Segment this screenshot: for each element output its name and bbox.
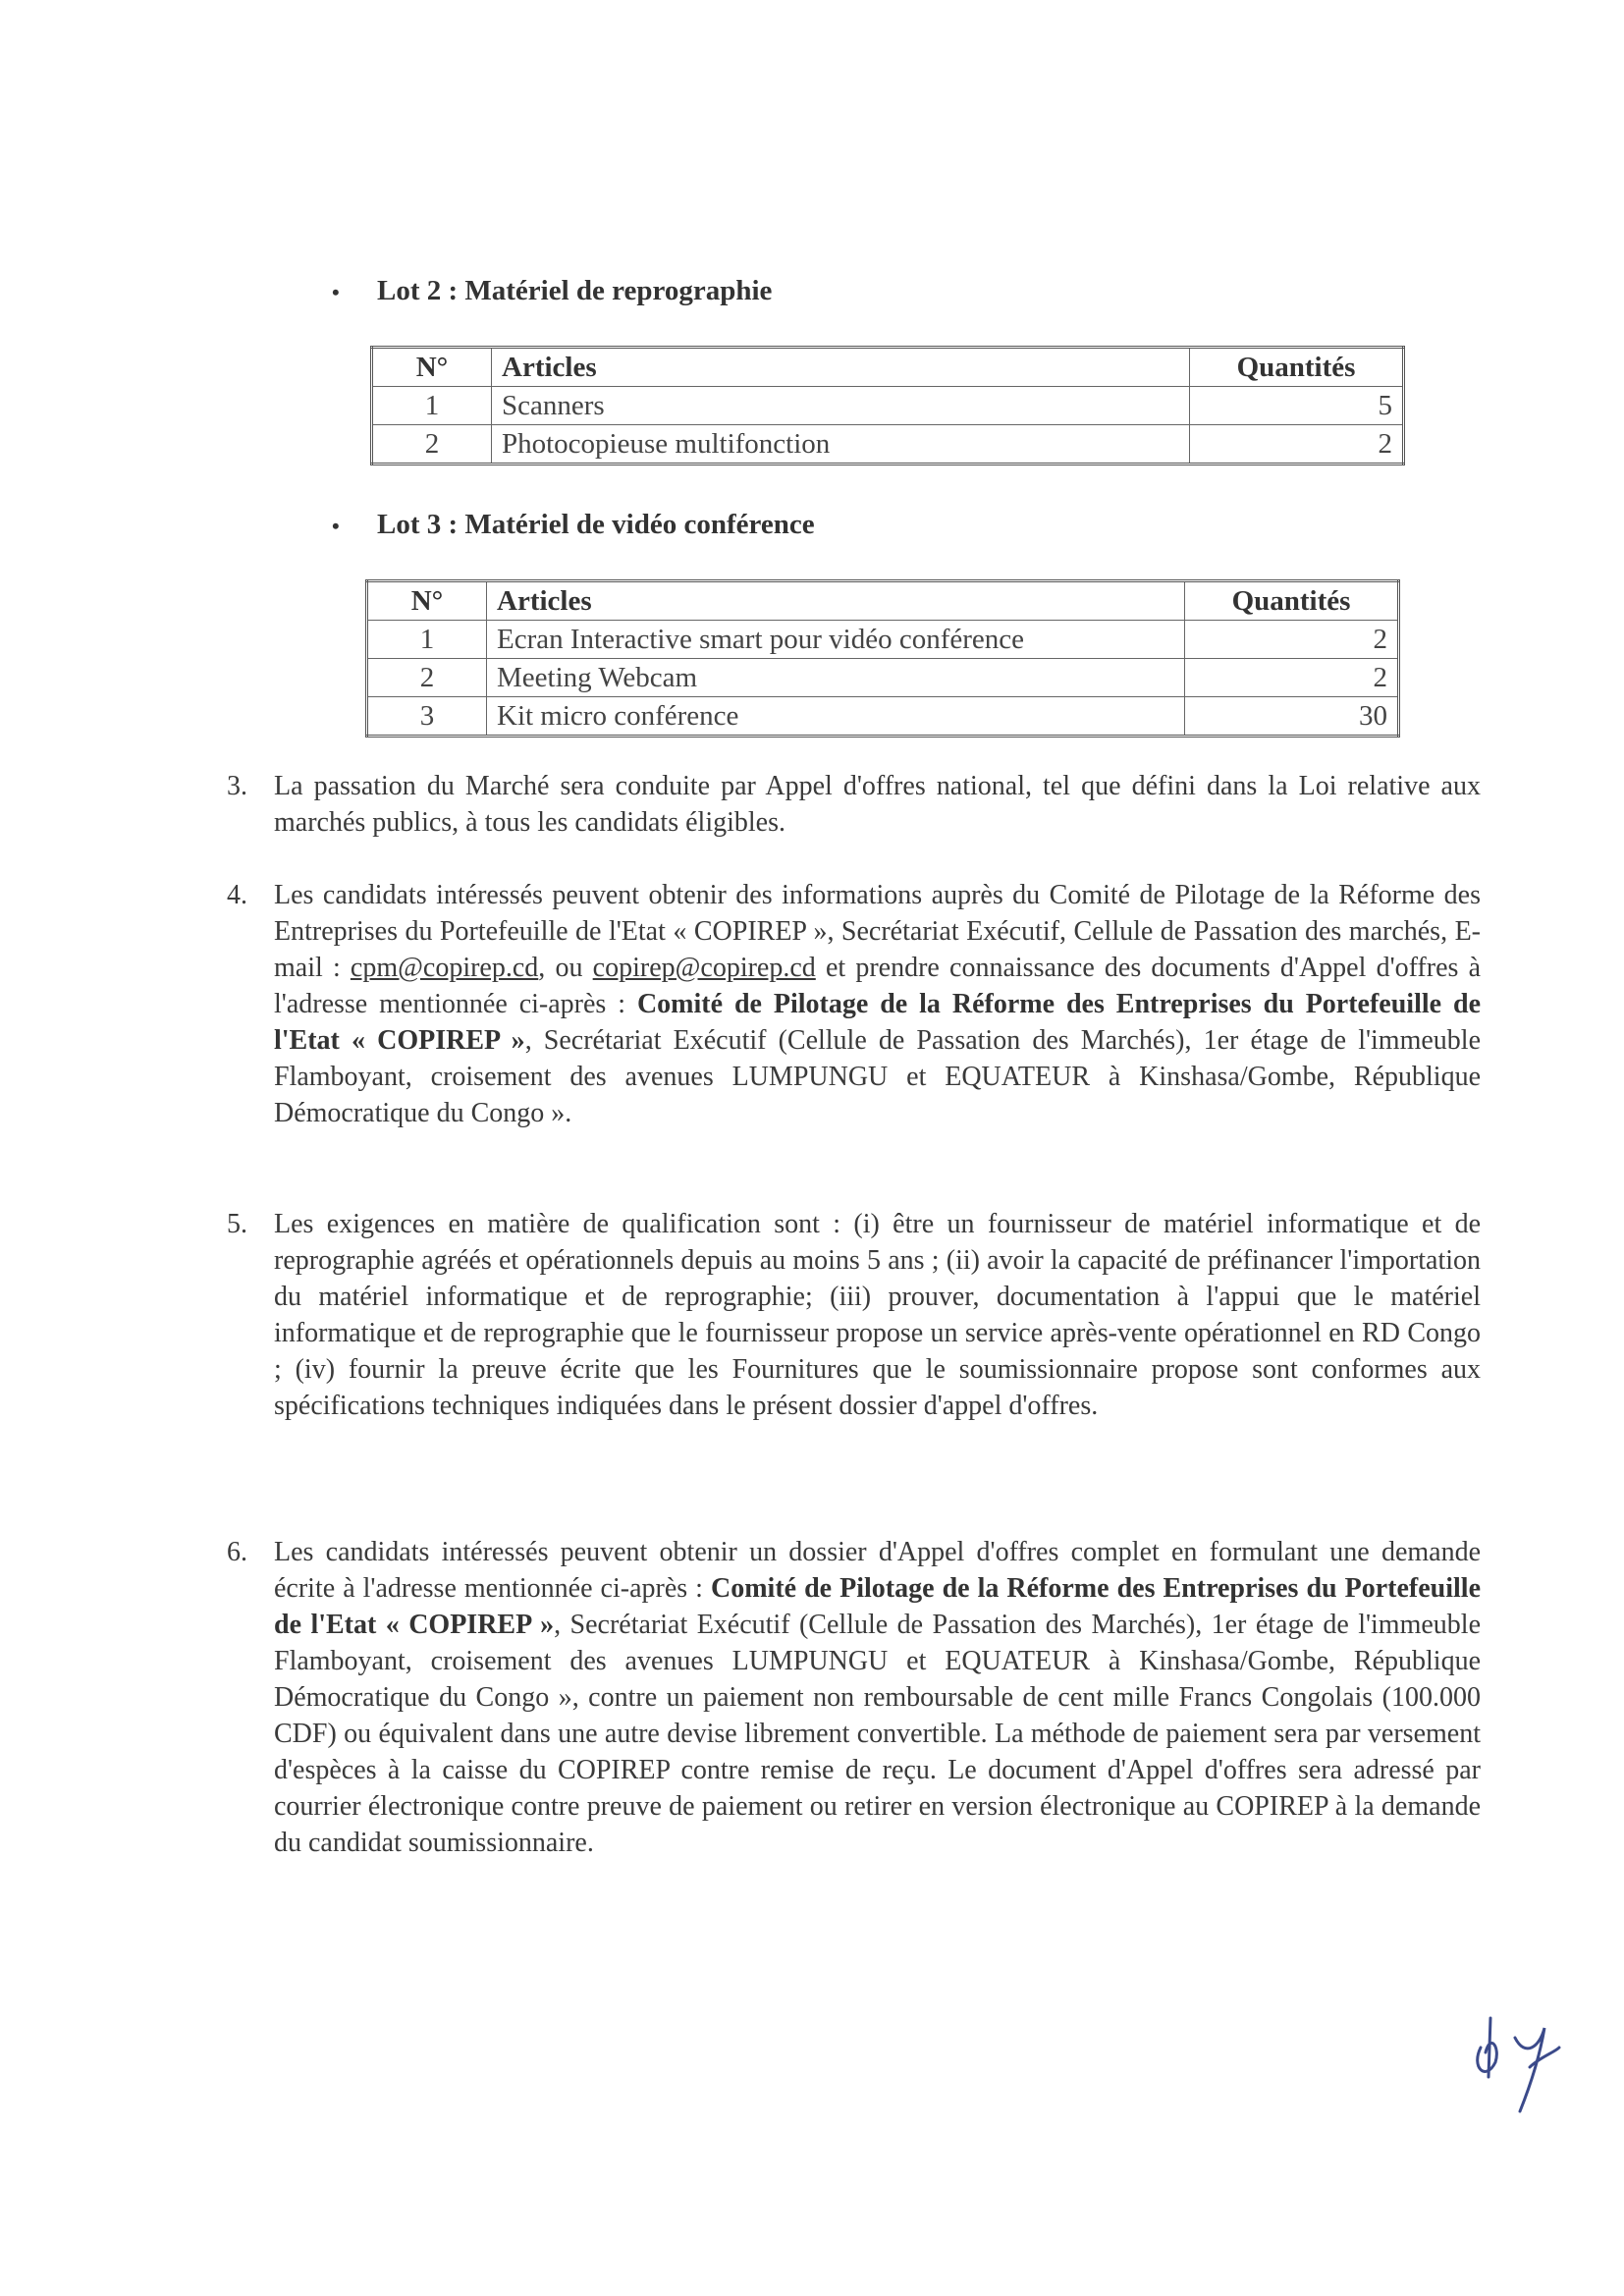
lot2-title: Lot 2 : Matériel de reprographie [377, 275, 773, 306]
table-header [372, 348, 1404, 387]
cell-no: 2 [367, 659, 487, 697]
col-articles: Articles [492, 348, 1190, 387]
table-row [367, 621, 1399, 659]
cell-qty: 2 [1185, 621, 1399, 659]
col-quantites: Quantités [1185, 581, 1399, 621]
bullet-icon: • [332, 280, 340, 305]
cell-no: 2 [372, 425, 492, 465]
lot2-heading [332, 275, 772, 307]
lot3-title: Lot 3 : Matériel de vidéo conférence [377, 509, 815, 540]
col-no: N° [367, 581, 487, 621]
table-header [367, 581, 1399, 621]
cell-article: Meeting Webcam [487, 659, 1185, 697]
paragraph-text: La passation du Marché sera conduite par Appel d'offres national, tel que défini dans la Loi relative aux marchés publics, à tous les candidats éligibles. [274, 771, 1481, 838]
paragraph-number: 5. [227, 1209, 247, 1239]
paragraph-number: 6. [227, 1537, 247, 1567]
paragraph-number: 4. [227, 880, 247, 910]
paragraph-text: Les exigences en matière de qualification sont : (i) être un fournisseur de matériel informatique et de reprographie agréés et opérationnels depuis au moins 5 ans ; (ii) avoir la capacité de préfinancer l'importation du matériel informatique et de reprographie; (iii) prouver, documentation à l'appui que le matériel informatique et de reprographie que le fournisseur propose un service après-vente opérationnel en RD Congo ; (iv) fournir la preuve écrite que les Fournitures que le soumissionnaire propose sont conformes aux spécifications techniques indiquées dans le présent dossier d'appel d'offres. [274, 1209, 1481, 1421]
address-bold: Comité de Pilotage de la Réforme des Entreprises du Portefeuille de l'Etat « COPIREP » [274, 989, 1481, 1056]
cell-article: Scanners [492, 387, 1190, 425]
paragraph-text [274, 1534, 1481, 1861]
paragraph-6 [227, 1534, 1481, 1861]
paragraph-3 [227, 768, 1481, 841]
cell-article: Ecran Interactive smart pour vidéo conférence [487, 621, 1185, 659]
table-row [367, 659, 1399, 697]
handwritten-initials-signature [1461, 2008, 1569, 2131]
cell-qty: 5 [1190, 387, 1404, 425]
email-link-cpm[interactable]: cpm@copirep.cd [350, 953, 539, 983]
cell-qty: 30 [1185, 697, 1399, 737]
text-span: , Secrétariat Exécutif (Cellule de Passation des Marchés), 1er étage de l'immeuble Flamboyant, croisement des avenues LUMPUNGU et EQUATEUR à Kinshasa/Gombe, République Démocratique du Congo ». [274, 1025, 1481, 1128]
col-articles: Articles [487, 581, 1185, 621]
lot3-table [365, 579, 1400, 738]
email-link-copirep[interactable]: copirep@copirep.cd [592, 953, 816, 983]
text-span: Les candidats intéressés peuvent obtenir un dossier d'Appel d'offres complet en formulant une demande écrite à l'adresse mentionnée ci-après : [274, 1537, 1481, 1604]
bullet-icon: • [332, 514, 340, 539]
lot2-table [370, 346, 1405, 465]
address-bold: Comité de Pilotage de la Réforme des Entreprises du Portefeuille de l'Etat « COPIREP » [274, 1573, 1482, 1640]
table-row [372, 425, 1404, 465]
cell-no: 1 [372, 387, 492, 425]
lot3-heading [332, 509, 815, 541]
text-span: Les candidats intéressés peuvent obtenir des informations auprès du Comité de Pilotage de la Réforme des Entreprises du Portefeuille de l'Etat « COPIREP », Secrétariat Exécutif, Cellule de Passation des marchés, E-mail : [274, 880, 1481, 983]
table-row [372, 387, 1404, 425]
cell-article: Kit micro conférence [487, 697, 1185, 737]
col-quantites: Quantités [1190, 348, 1404, 387]
cell-no: 1 [367, 621, 487, 659]
cell-qty: 2 [1190, 425, 1404, 465]
cell-no: 3 [367, 697, 487, 737]
paragraph-5 [227, 1206, 1481, 1424]
text-span: et prendre connaissance des documents d'Appel d'offres à l'adresse mentionnée ci-après : [274, 953, 1482, 1019]
paragraph-text [274, 877, 1481, 1131]
col-no: N° [372, 348, 492, 387]
text-span: , ou [538, 953, 593, 983]
cell-article: Photocopieuse multifonction [492, 425, 1190, 465]
paragraph-4 [227, 877, 1481, 1131]
paragraph-number: 3. [227, 771, 247, 801]
cell-qty: 2 [1185, 659, 1399, 697]
table-row [367, 697, 1399, 737]
text-span: , Secrétariat Exécutif (Cellule de Passation des Marchés), 1er étage de l'immeuble Flamboyant, croisement des avenues LUMPUNGU et EQUATEUR à Kinshasa/Gombe, République Démocratique du Congo », contre un paiement non remboursable de cent mille Francs Congolais (100.000 CDF) ou équivalent dans une autre devise librement convertible. La méthode de paiement sera par versement d'espèces à la caisse du COPIREP contre remise de reçu. Le document d'Appel d'offres sera adressé par courrier électronique contre preuve de paiement ou retirer en version électronique au COPIREP à la demande du candidat soumissionnaire. [274, 1610, 1481, 1858]
